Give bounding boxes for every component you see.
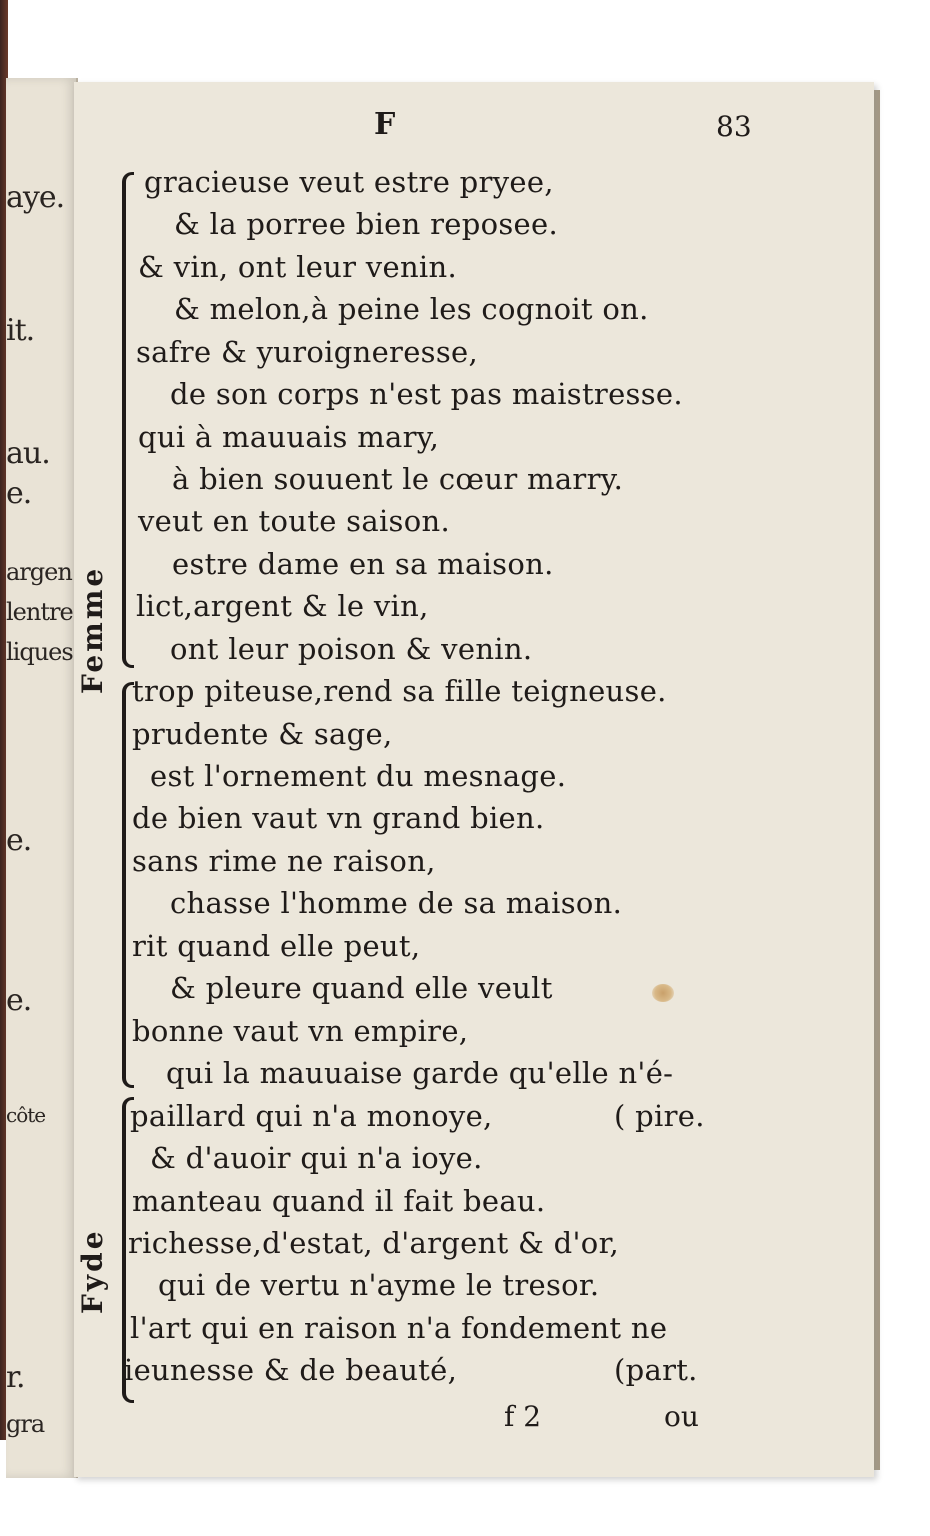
text-line: ieunesse & de beauté,	[124, 1353, 458, 1387]
prev-page-fragment: au.	[6, 436, 50, 471]
text-line: & la porree bien reposee.	[174, 207, 558, 241]
text-line: paillard qui n'a monoye,	[130, 1099, 493, 1133]
prev-page-fragment: gra	[6, 1410, 45, 1438]
text-line: à bien souuent le cœur marry.	[172, 462, 624, 496]
text-line: trop piteuse,rend sa fille teigneuse.	[132, 674, 667, 708]
text-line: chasse l'homme de sa maison.	[170, 886, 623, 920]
text-line: bonne vaut vn empire,	[132, 1014, 469, 1048]
prev-page-fragment: lentre	[6, 598, 73, 626]
text-line: & melon,à peine les cognoit on.	[174, 292, 649, 326]
turnover-fragment: (part.	[614, 1353, 698, 1387]
prev-page-fragment: liques	[6, 638, 73, 666]
text-line: qui de vertu n'ayme le tresor.	[158, 1268, 600, 1302]
prev-page-fragment: aye.	[6, 180, 65, 215]
text-line: prudente & sage,	[132, 717, 393, 751]
book-page	[74, 82, 874, 1477]
text-line: richesse,d'estat, d'argent & d'or,	[128, 1226, 620, 1260]
text-line: de son corps n'est pas maistresse.	[170, 377, 683, 411]
text-line: est l'ornement du mesnage.	[150, 759, 567, 793]
text-line: qui la mauuaise garde qu'elle n'é-	[166, 1056, 674, 1090]
gutter-word-femme: Femme	[76, 565, 109, 694]
text-line: sans rime ne raison,	[132, 844, 436, 878]
signature-mark: f 2	[504, 1400, 542, 1433]
prev-page-fragment: e.	[6, 983, 32, 1018]
text-line: manteau quand il fait beau.	[132, 1184, 546, 1218]
text-line: safre & yuroigneresse,	[136, 335, 479, 369]
text-line: qui à mauuais mary,	[138, 420, 440, 454]
text-line: veut en toute saison.	[138, 504, 450, 538]
prev-page-fragment: e.	[6, 476, 32, 511]
prev-page-fragment: côte	[6, 1103, 46, 1127]
text-line: & d'auoir qui n'a ioye.	[150, 1141, 483, 1175]
prev-page-fragment: r.	[6, 1360, 25, 1395]
signature-letter: F	[374, 107, 396, 142]
text-line: rit quand elle peut,	[132, 929, 421, 963]
text-line: & pleure quand elle veult	[170, 971, 553, 1005]
catchword: ou	[664, 1400, 699, 1433]
foxing-stain	[652, 984, 674, 1002]
text-line: l'art qui en raison n'a fondement ne	[130, 1311, 668, 1345]
prev-page-fragment: e.	[6, 823, 32, 858]
turnover-fragment: ( pire.	[614, 1099, 705, 1133]
text-line: estre dame en sa maison.	[172, 547, 554, 581]
text-line: gracieuse veut estre pryee,	[144, 165, 554, 199]
prev-page-fragment: it.	[6, 313, 35, 348]
bracket-upper	[122, 172, 134, 668]
text-line: lict,argent & le vin,	[136, 589, 429, 623]
text-line: de bien vaut vn grand bien.	[132, 801, 545, 835]
prev-page-fragment: argen	[6, 558, 72, 586]
text-line: ont leur poison & venin.	[170, 632, 533, 666]
previous-page-edge	[6, 78, 78, 1478]
text-line: & vin, ont leur venin.	[138, 250, 458, 284]
page-number: 83	[716, 110, 752, 143]
gutter-word-fyde: Fyde	[76, 1228, 109, 1314]
